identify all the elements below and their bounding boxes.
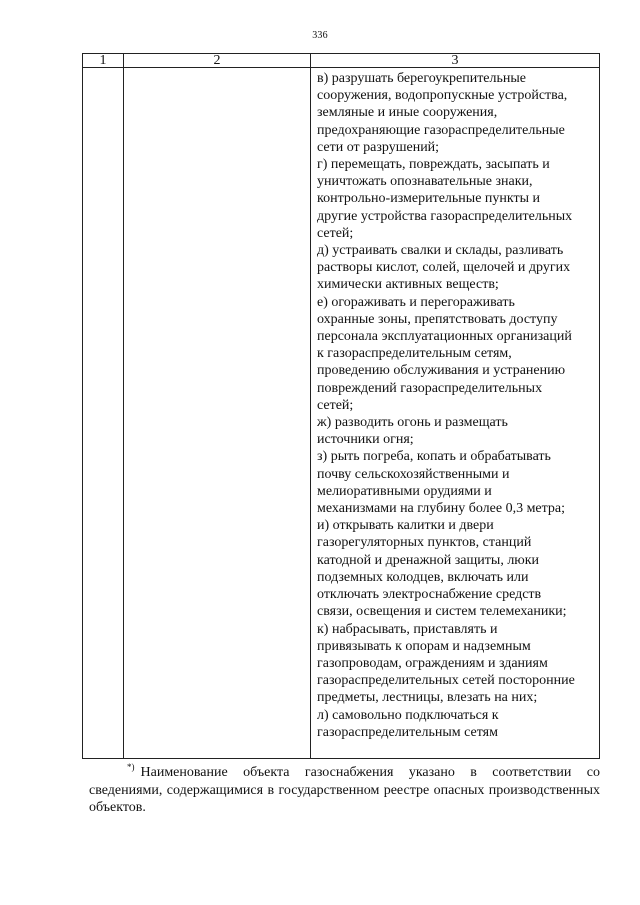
cell-text-line: и) открывать калитки и двери — [317, 518, 494, 534]
cell-text-line: ж) разводить огонь и размещать — [317, 415, 508, 431]
cell-text-line: сооружения, водопропускные устройства, — [317, 88, 568, 104]
cell-text-line: сетей; — [317, 397, 354, 413]
cell-text-line: к газораспределительным сетям, — [317, 346, 512, 362]
column-header-1: 1 — [83, 54, 124, 68]
cell-text-line: привязывать к опорам и надземным — [317, 638, 531, 654]
cell-text-line: л) самовольно подключаться к — [317, 707, 499, 723]
table-cell-column-1 — [83, 68, 124, 759]
column-header-2: 2 — [124, 54, 311, 68]
cell-text-line: подземных колодцев, включать или — [317, 569, 529, 585]
cell-text-line: растворы кислот, солей, щелочей и других — [317, 260, 571, 276]
cell-text-line: г) перемещать, повреждать, засыпать и — [317, 157, 550, 173]
column-header-3: 3 — [311, 54, 600, 68]
cell-text-line: предметы, лестницы, влезать на них; — [317, 690, 538, 706]
cell-text-line: мелиоративными орудиями и — [317, 483, 492, 499]
table-row — [83, 68, 600, 759]
cell-text-line: газораспределительных сетей посторонние — [317, 673, 575, 689]
cell-text-line: механизмами на глубину более 0,3 метра; — [317, 501, 566, 517]
cell-text-line: отключать электроснабжение средств — [317, 587, 542, 603]
cell-text-line: газорегуляторных пунктов, станций — [317, 535, 532, 551]
cell-text-line: охранные зоны, препятствовать доступу — [317, 311, 558, 327]
requirements-table — [82, 53, 600, 759]
page-number: 336 — [312, 30, 328, 41]
cell-text-line: д) устраивать свалки и склады, разливать — [317, 243, 564, 259]
cell-text-line: газопроводам, ограждениям и зданиям — [317, 655, 548, 671]
cell-text-line: уничтожать опознавательные знаки, — [317, 174, 533, 190]
cell-text-line: з) рыть погреба, копать и обрабатывать — [317, 449, 551, 465]
cell-text-line: в) разрушать берегоукрепительные — [317, 71, 527, 86]
cell-text-line: связи, освещения и систем телемеханики; — [317, 604, 567, 620]
footnote-text: Наименование объекта газоснабжения указано в соответствии со сведениями, содержащимися в государственном реестре опасных производственных объектов. — [89, 765, 600, 815]
cell-text-line: повреждений газораспределительных — [317, 380, 543, 396]
cell-text-line: другие устройства газораспределительных — [317, 208, 573, 224]
footnote — [89, 764, 600, 817]
cell-text-line: предохраняющие газораспределительные — [317, 122, 565, 138]
cell-text-line: е) огораживать и перегораживать — [317, 294, 515, 310]
cell-text-line: персонала эксплуатационных организаций — [317, 329, 572, 345]
cell-text-line: сетей; — [317, 225, 354, 241]
table-cell-column-3 — [311, 68, 600, 759]
cell-text-line: земляные и иные сооружения, — [317, 105, 498, 121]
cell-text-line: химически активных веществ; — [317, 277, 499, 293]
table-cell-column-2 — [124, 68, 311, 759]
cell-text-line: проведению обслуживания и устранению — [317, 363, 566, 379]
cell-text-line: катодной и дренажной защиты, люки — [317, 552, 540, 568]
footnote-marker: *) — [127, 762, 135, 773]
cell-text-line: источники огня; — [317, 432, 414, 448]
cell-text-line: почву сельскохозяйственными и — [317, 466, 510, 482]
cell-text-line: к) набрасывать, приставлять и — [317, 621, 498, 637]
cell-text-line: контрольно-измерительные пункты и — [317, 191, 541, 207]
table-header-row — [83, 54, 600, 68]
cell-text-line: газораспределительным сетям — [317, 724, 498, 740]
cell-text-line: сети от разрушений; — [317, 139, 440, 155]
